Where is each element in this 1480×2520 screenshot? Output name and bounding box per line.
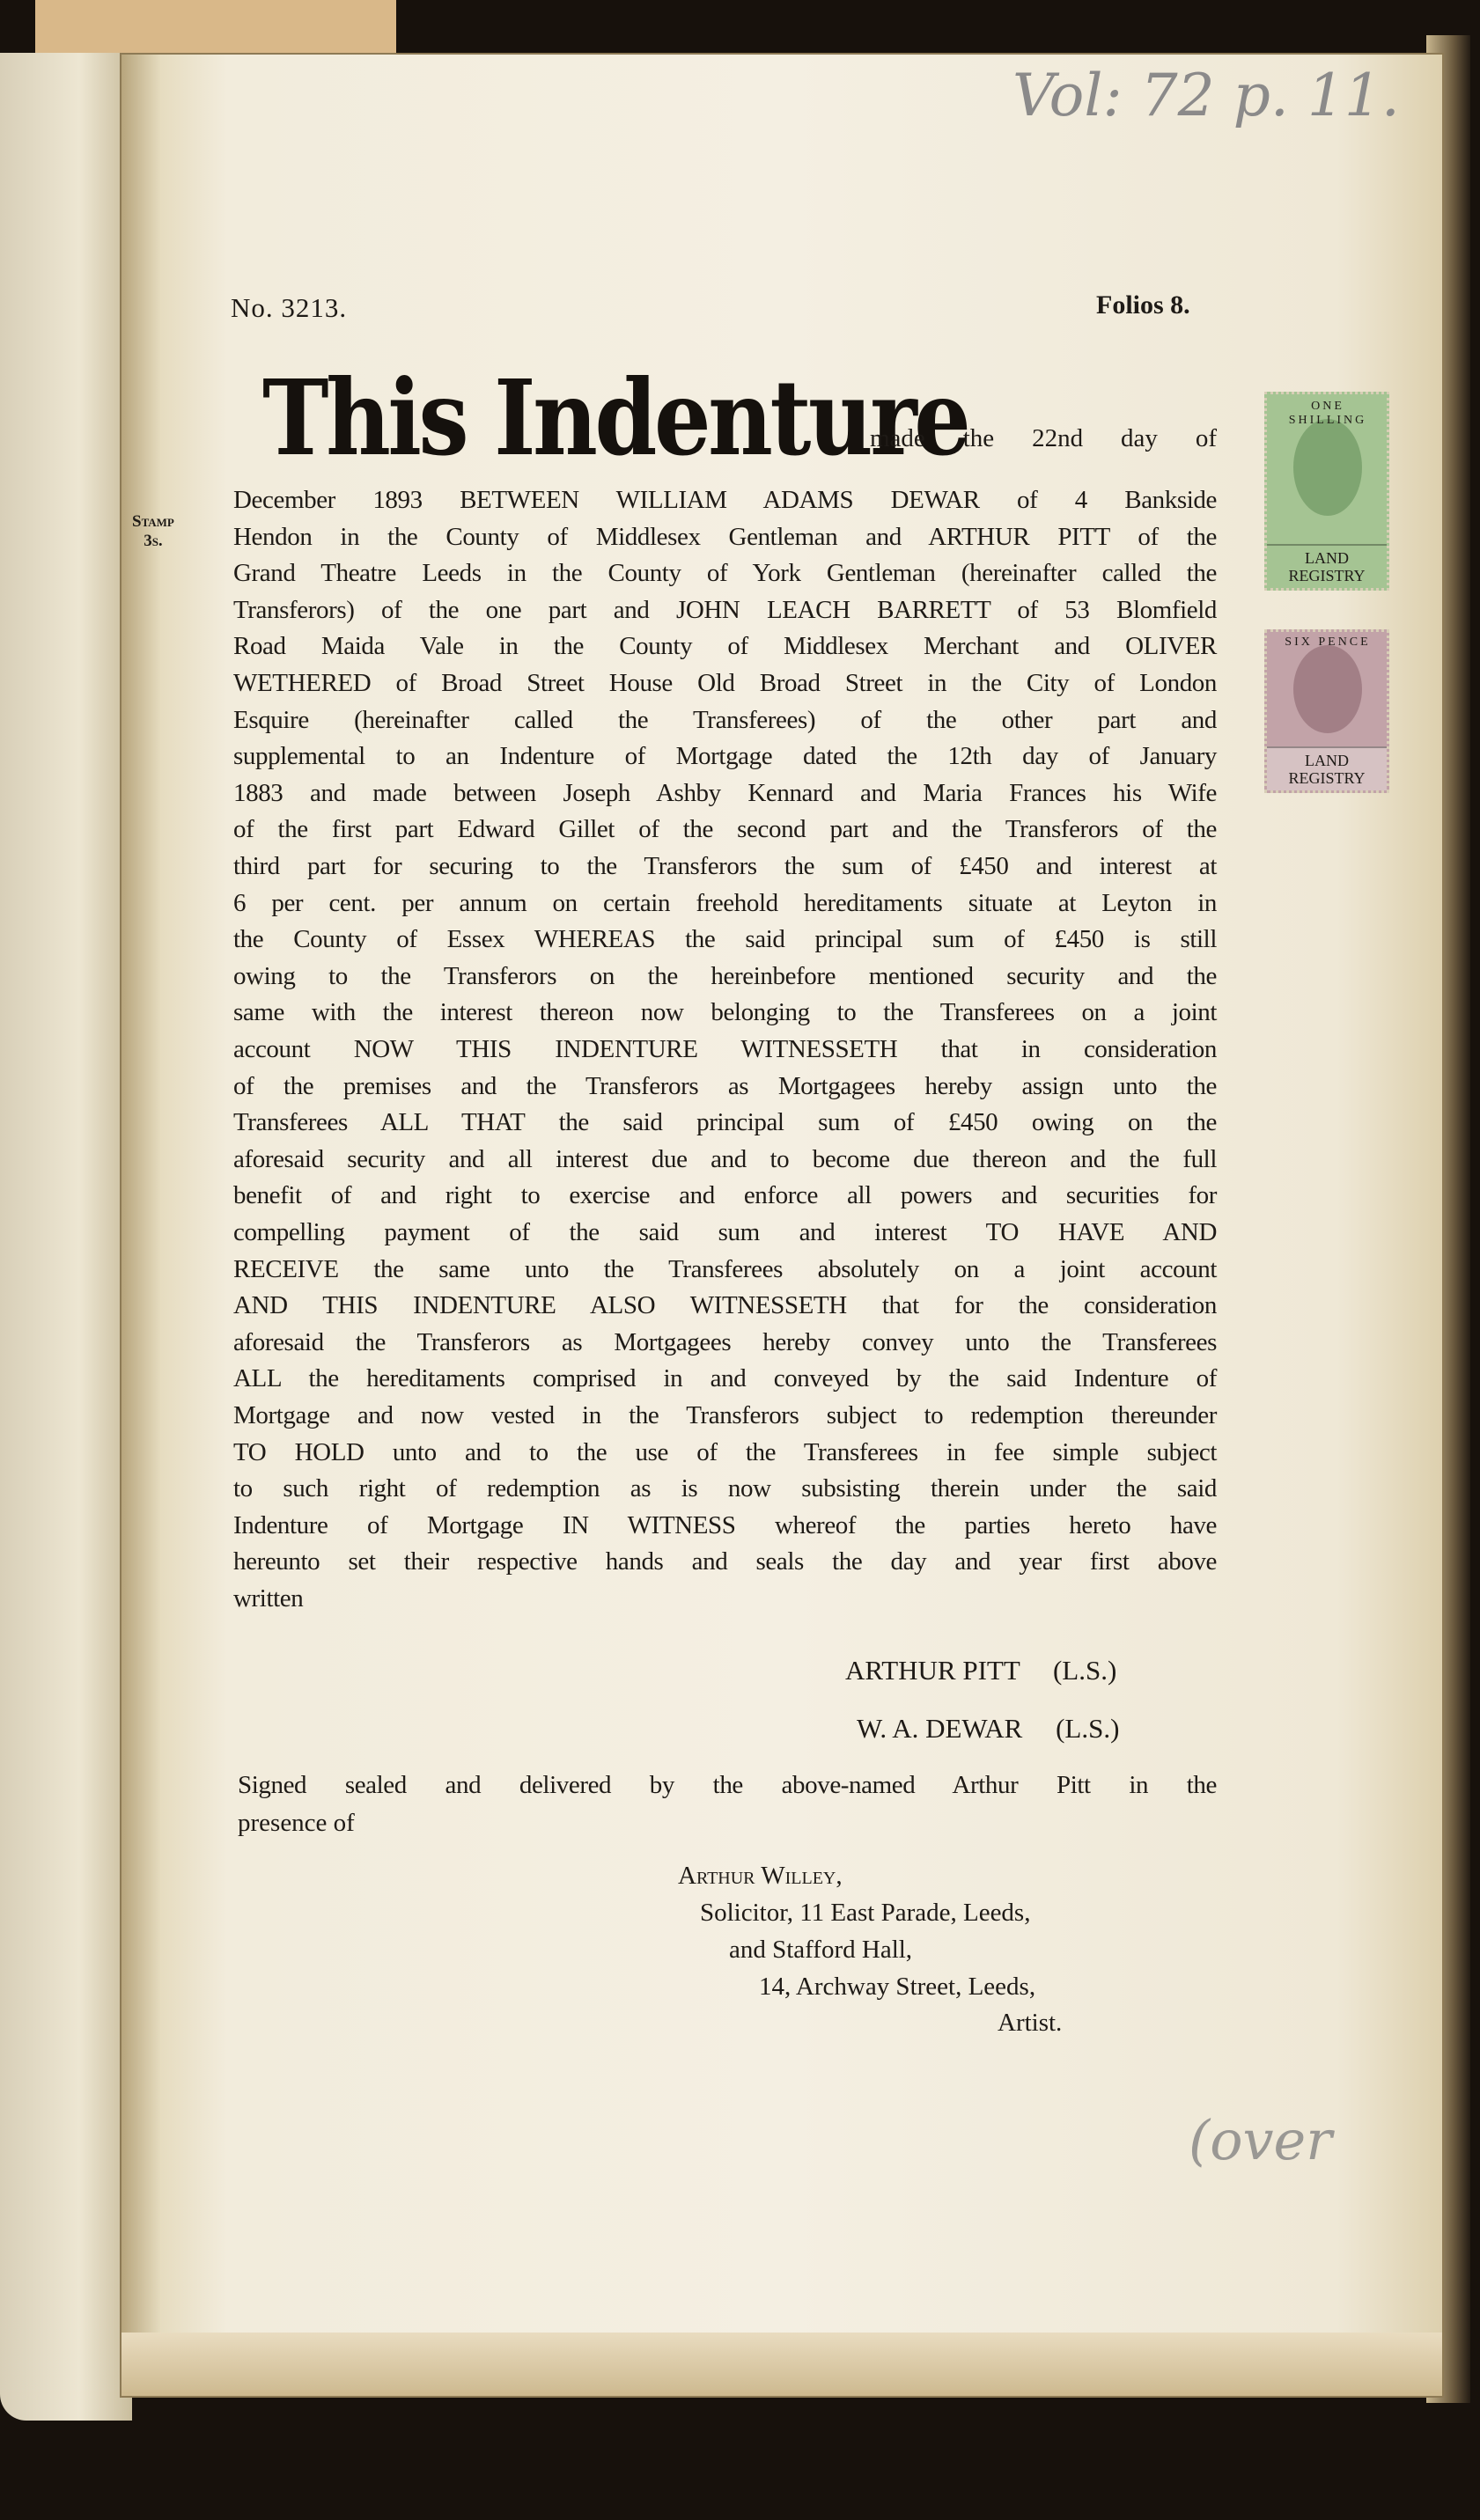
stamp-label: LAND	[1305, 752, 1349, 769]
attestation-clause: Signed sealed and delivered by the above-named Arthur Pitt in the	[238, 1771, 1217, 1799]
body-line: Hendon in the County of Middlesex Gentleman and ARTHUR PITT of the	[233, 522, 1217, 551]
body-line: of the premises and the Transferors as Mortgagees hereby assign unto the	[233, 1071, 1217, 1100]
body-line: WETHERED of Broad Street House Old Broad Street in the City of London	[233, 669, 1217, 697]
page-bottom-edge	[121, 2333, 1442, 2396]
stamp-label: LAND	[1305, 549, 1349, 567]
over-annotation: (over	[1189, 2108, 1332, 2172]
body-line: AND THIS INDENTURE ALSO WITNESSETH that for the consideration	[233, 1291, 1217, 1320]
body-line: Road Maida Vale in the County of Middlesex Merchant and OLIVER	[233, 632, 1217, 661]
signature-w-a-dewar	[857, 1713, 1119, 1745]
body-line: December 1893 BETWEEN WILLIAM ADAMS DEWAR of 4 Bankside	[233, 486, 1217, 514]
body-line: benefit of and right to exercise and enforce all powers and securities for	[233, 1181, 1217, 1210]
body-line: account NOW THIS INDENTURE WITNESSETH that in consideration	[233, 1035, 1217, 1063]
stamp-note-label: Stamp	[132, 512, 174, 531]
body-line: Esquire (hereinafter called the Transferees) of the other part and	[233, 705, 1217, 734]
stamp-margin-note	[132, 512, 174, 551]
body-line: hereunto set their respective hands and seals the day and year first above	[233, 1547, 1217, 1576]
signatory-name: ARTHUR PITT	[845, 1655, 1020, 1686]
body-line: ALL the hereditaments comprised in and conveyed by the said Indenture of	[233, 1364, 1217, 1393]
body-line: RECEIVE the same unto the Transferees absolutely on a joint account	[233, 1254, 1217, 1283]
queen-portrait-icon	[1293, 645, 1362, 733]
body-line: 1883 and made between Joseph Ashby Kennard and Maria Frances his Wife	[233, 778, 1217, 807]
body-line: 6 per cent. per annum on certain freehold hereditaments situate at Leyton in	[233, 888, 1217, 917]
signatory-name: W. A. DEWAR	[857, 1713, 1023, 1744]
stamp-label: REGISTRY	[1288, 769, 1366, 787]
body-line: to such right of redemption as is now subsisting therein under the said	[233, 1474, 1217, 1503]
seal-mark: (L.S.)	[1056, 1713, 1120, 1744]
body-line: third part for securing to the Transferors the sum of £450 and interest at	[233, 852, 1217, 880]
body-line: same with the interest thereon now belonging to the Transferees on a joint	[233, 998, 1217, 1027]
body-line: the County of Essex WHEREAS the said principal sum of £450 is still	[233, 925, 1217, 954]
folios: Folios 8.	[1096, 290, 1190, 320]
body-line: owing to the Transferors on the hereinbefore mentioned security and the	[233, 961, 1217, 990]
body-line: aforesaid security and all interest due and to become due thereon and the full	[233, 1144, 1217, 1173]
stamp-label: REGISTRY	[1288, 567, 1366, 584]
witness-occupation: Artist.	[998, 2009, 1063, 2037]
stamp-note-value: 3s.	[144, 532, 163, 550]
stamp-value: ONE SHILLING	[1288, 400, 1367, 427]
queen-portrait-icon	[1293, 419, 1362, 516]
document-title: This Indenture	[262, 356, 968, 479]
body-line: Indenture of Mortgage IN WITNESS whereof the parties hereto have	[233, 1510, 1217, 1539]
body-line: of the first part Edward Gillet of the second part and the Transferors of the	[233, 815, 1217, 844]
attestation-clause-end: presence of	[238, 1809, 355, 1837]
witness-name: Arthur Willey,	[678, 1862, 843, 1890]
body-line: Transferees ALL THAT the said principal sum of £450 owing on the	[233, 1108, 1217, 1137]
body-line: compelling payment of the said sum and interest TO HAVE AND	[233, 1218, 1217, 1246]
stamp-value: SIX PENCE	[1285, 636, 1371, 649]
body-line: Grand Theatre Leeds in the County of York Gentleman (hereinafter called the	[233, 559, 1217, 588]
witness-address-1: Solicitor, 11 East Parade, Leeds,	[700, 1899, 1031, 1927]
body-line: aforesaid the Transferors as Mortgagees hereby convey unto the Transferees	[233, 1327, 1217, 1356]
body-line: Transferors) of the one part and JOHN LEACH BARRETT of 53 Blomfield	[233, 595, 1217, 624]
body-line: supplemental to an Indenture of Mortgage dated the 12th day of January	[233, 742, 1217, 771]
witness-address-3: 14, Archway Street, Leeds,	[759, 1973, 1036, 2001]
six-pence-revenue-stamp	[1264, 629, 1389, 793]
document-number: No. 3213.	[231, 292, 348, 323]
body-line: written	[233, 1584, 304, 1613]
signature-arthur-pitt	[845, 1655, 1116, 1686]
one-shilling-revenue-stamp	[1264, 392, 1389, 591]
volume-annotation: Vol: 72 p. 11.	[1012, 62, 1400, 129]
opening-line: made the 22nd day of	[870, 424, 1217, 452]
left-facing-page	[0, 53, 132, 2421]
body-line: Mortgage and now vested in the Transferors subject to redemption thereunder	[233, 1401, 1217, 1429]
seal-mark: (L.S.)	[1052, 1655, 1117, 1686]
body-line: TO HOLD unto and to the use of the Transferees in fee simple subject	[233, 1437, 1217, 1466]
witness-address-2: and Stafford Hall,	[729, 1936, 913, 1964]
